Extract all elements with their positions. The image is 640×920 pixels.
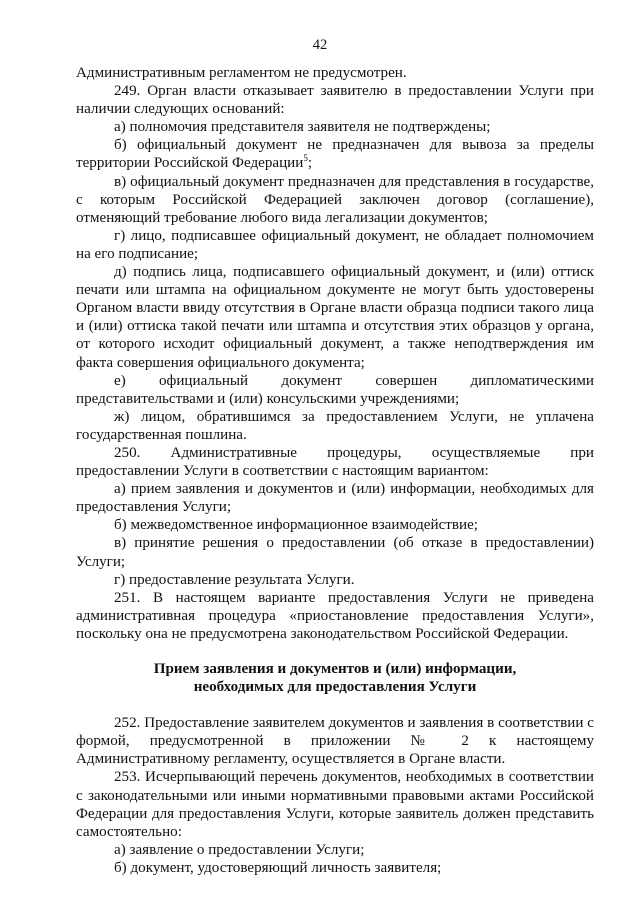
list-item: а) полномочия представителя заявителя не подтверждены; bbox=[114, 119, 491, 136]
list-item: б) документ, удостоверяющий личность заявителя; bbox=[114, 859, 442, 876]
footnote-reference: 5 bbox=[303, 153, 308, 164]
section-heading-line: Прием заявления и документов и (или) информации, bbox=[153, 661, 517, 677]
section-heading-line: необходимых для предоставления Услуги bbox=[193, 679, 477, 696]
list-item: в) принятие решения о предоставлении (об отказе в предоставлении) Услуги; bbox=[76, 535, 594, 570]
paragraph: 250. Административные процедуры, осуществляемые при предоставлении Услуги в соответствии с настоящим вариантом: bbox=[76, 444, 594, 480]
section-heading bbox=[76, 643, 594, 714]
list-item: б) межведомственное информационное взаимодействие; bbox=[114, 517, 478, 534]
list-item-text: б) официальный документ не предназначен для вывоза за пределы территории Российской Федерации bbox=[76, 137, 594, 172]
paragraph: 251. В настоящем варианте предоставления Услуги не приведена административная процедура «приостановление предоставления Услуги», поскольку она не предусмотрена законодательством Российской Федерации. bbox=[76, 589, 594, 642]
paragraph: 252. Предоставление заявителем документов и заявления в соответствии с формой, предусмотренной в приложении № 2 к настоящему Административному регламенту, осуществляется в Органе власти. bbox=[76, 715, 594, 768]
page-number: 42 bbox=[312, 37, 328, 53]
paragraph: 249. Орган власти отказывает заявителю в предоставлении Услуги при наличии следующих оснований: bbox=[76, 83, 594, 118]
list-item: ж) лицом, обратившимся за предоставлением Услуги, не уплачена государственная пошлина. bbox=[76, 408, 594, 443]
document-body bbox=[76, 64, 594, 877]
list-item: а) заявление о предоставлении Услуги; bbox=[114, 841, 365, 858]
list-item: в) официальный документ предназначен для представления в государстве, с которым Российской Федерацией заключен договор (соглашение), отменяющий требование любого вида легализации документов; bbox=[76, 173, 594, 226]
list-item: г) лицо, подписавшее официальный документ, не обладает полномочием на его подписание; bbox=[76, 227, 594, 262]
list-item: б) официальный документ не предназначен для вывоза за пределы территории Российской Федерации$^5$; bbox=[76, 137, 594, 172]
paragraph: Административным регламентом не предусмотрен. bbox=[76, 65, 407, 81]
list-item: е) официальный документ совершен дипломатическими представительствами и (или) консульскими учреждениями; bbox=[76, 372, 594, 407]
list-item: а) прием заявления и документов и (или) информации, необходимых для предоставления Услуги; bbox=[76, 481, 594, 516]
list-item: г) предоставление результата Услуги. bbox=[114, 571, 355, 588]
paragraph: 253. Исчерпывающий перечень документов, необходимых в соответствии с законодательными или иными нормативными правовыми актами Российской Федерации для предоставления Услуги, которые заявитель должен представить самостоятельно: bbox=[76, 769, 594, 840]
list-item: д) подпись лица, подписавшего официальный документ, и (или) оттиск печати или штампа на официальном документе не могут быть удостоверены Органом власти ввиду отсутствия в Органе власти образца подписи такого лица и (или) оттиска такой печати или штампа и отсутствия этих образцов у органа, от которого исходит официальный документ, а также неподтверждения им факта совершения официального документа; bbox=[76, 264, 594, 371]
